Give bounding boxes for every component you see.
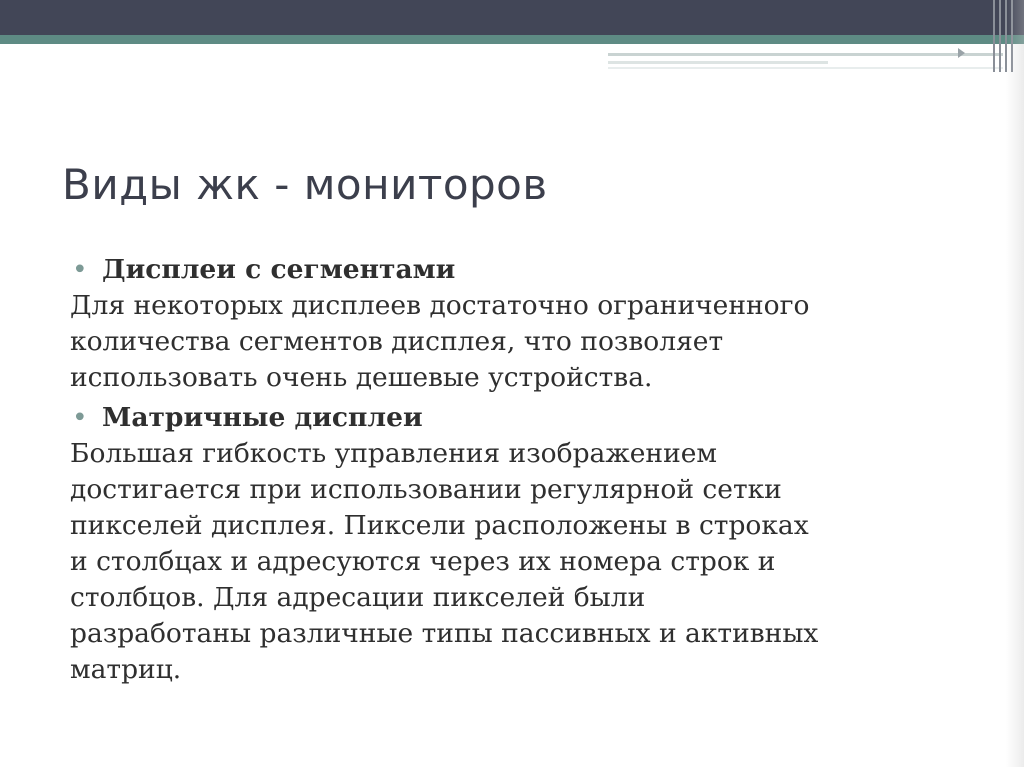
bullet-dot-icon: • (72, 254, 88, 285)
bullet-dot-icon: • (72, 402, 88, 433)
bullet-heading (70, 400, 970, 436)
header-decor-line (608, 67, 1003, 69)
paragraph-line: матриц. (70, 654, 182, 685)
slide-body (70, 252, 970, 688)
header-band (0, 0, 1024, 35)
section-paragraph (70, 288, 970, 396)
play-arrow-icon (958, 48, 965, 58)
paragraph-line: количества сегментов дисплея, что позволяет (70, 326, 724, 357)
slide-title: Виды жк - мониторов (62, 160, 548, 209)
bullet-heading (70, 252, 970, 288)
page-edge-shadow (1006, 0, 1024, 767)
header-decor-line (608, 53, 1003, 56)
header-decor-line (608, 61, 828, 64)
paragraph-line: Для некоторых дисплеев достаточно ограниченного (70, 290, 810, 321)
bullet-heading-text: Матричные дисплеи (102, 402, 423, 433)
paragraph-line: и столбцах и адресуются через их номера строк и (70, 546, 776, 577)
paragraph-line: использовать очень дешевые устройства. (70, 362, 653, 393)
paragraph-line: пикселей дисплея. Пиксели расположены в строках (70, 510, 809, 541)
paragraph-line: столбцов. Для адресации пикселей были (70, 582, 646, 613)
paragraph-line: Большая гибкость управления изображением (70, 438, 718, 469)
paragraph-line: разработаны различные типы пассивных и активных (70, 618, 819, 649)
paragraph-line: достигается при использовании регулярной сетки (70, 474, 782, 505)
section-paragraph (70, 436, 970, 688)
header-accent-band (0, 35, 1024, 44)
bullet-heading-text: Дисплеи с сегментами (102, 254, 456, 285)
